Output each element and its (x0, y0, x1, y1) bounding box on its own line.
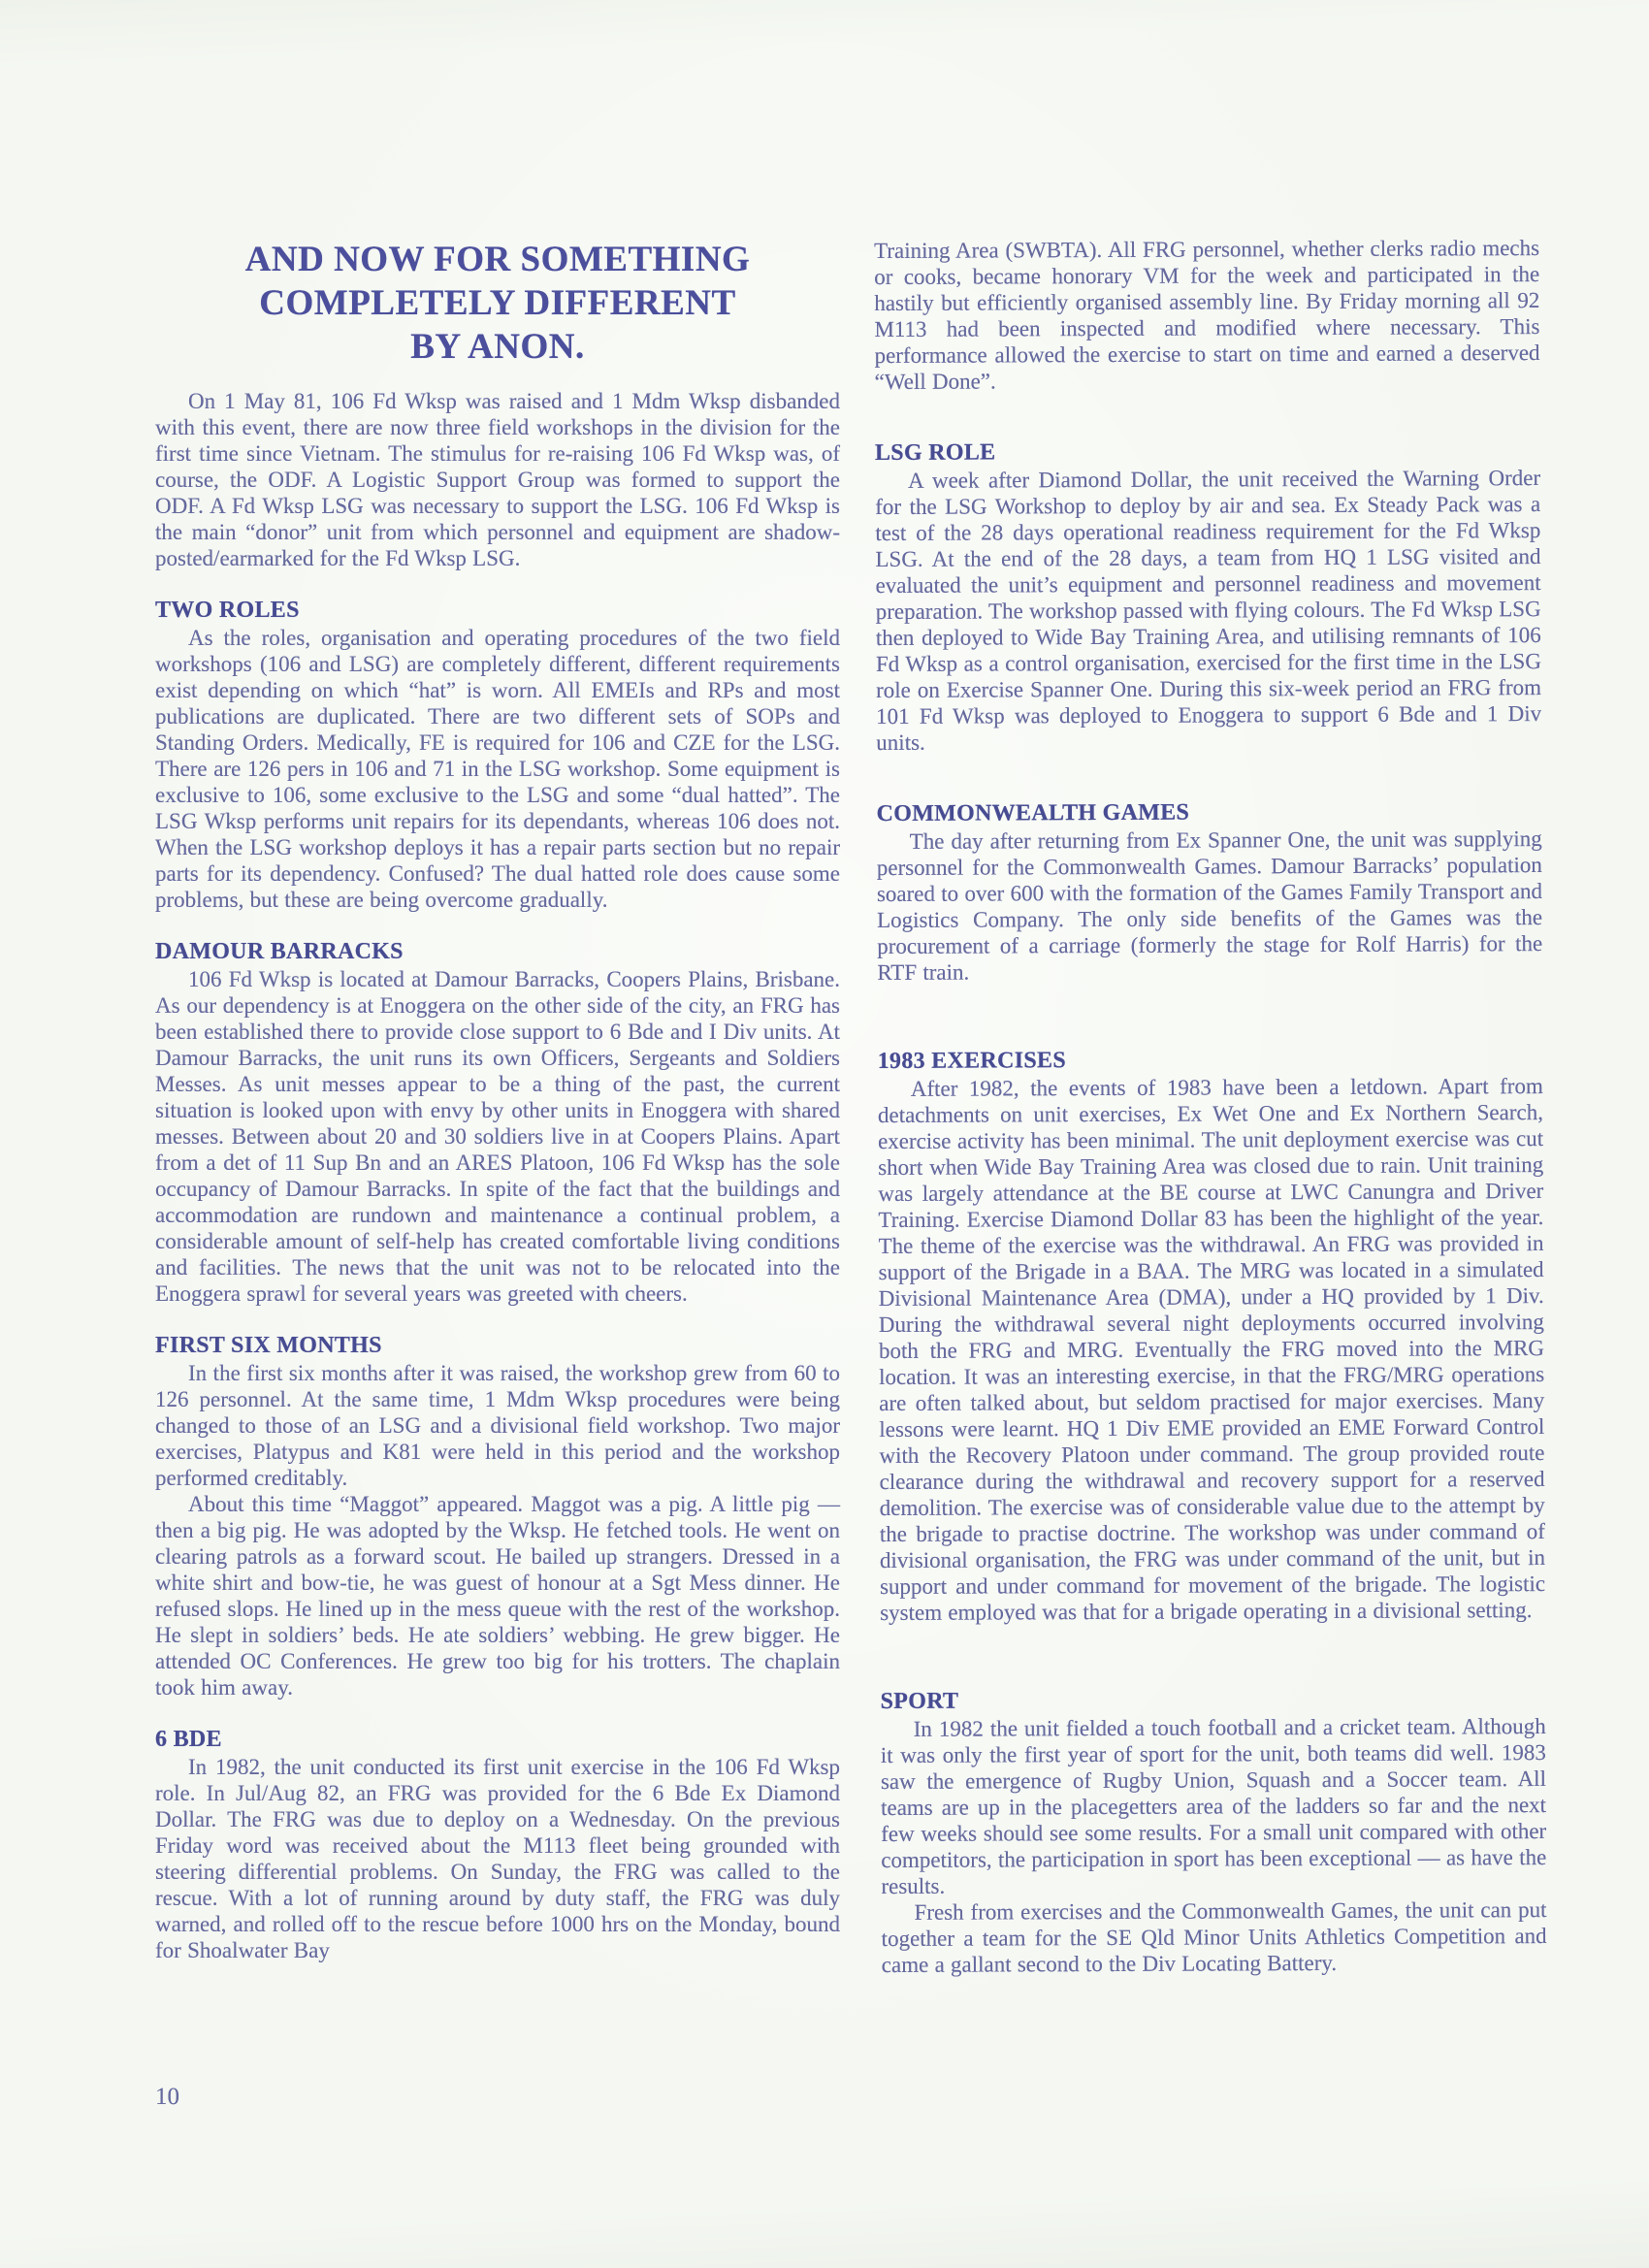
title-line: BY ANON. (410, 327, 585, 367)
section-heading: SPORT (880, 1688, 959, 1714)
article-section (155, 388, 840, 571)
page-number: 10 (155, 2084, 179, 2110)
left-column-sections (155, 388, 840, 1963)
paragraph: A week after Diamond Dollar, the unit received the Warning Order for the LSG Workshop to deploy by air and sea. Ex Steady Pack was a test of the 28 days operational readiness requirement for the Fd Wksp LSG. At the end of the 28 days, a team from HQ 1 LSG visited and evaluated the unit’s equipment and personnel readiness and movement preparation. The workshop passed with flying colours. The Fd Wksp LSG then deployed to Wide Bay Training Area, and utilising remnants of 106 Fd Wksp as a control organisation, exercised for the first time in the LSG role on Exercise Spanner One. During this six-week period an FRG from 101 Fd Wksp was deployed to Enoggera to support 6 Bde and 1 Div units. (875, 466, 1542, 755)
paragraph: After 1982, the events of 1983 have been a letdown. Apart from detachments on unit exercises, Ex Wet One and Ex Northern Search, exercise activity has been minimal. The unit deployment exercise was cut short when Wide Bay Training Area was closed due to rain. Unit training was largely attendance at the BE course at LWC Canungra and Driver Training. Exercise Diamond Dollar 83 has been the highlight of the year. The theme of the exercise was the withdrawal. An FRG was provided in support of the Brigade in a BAA. The MRG was located in a simulated Divisional Maintenance Area (DMA), under a HQ provided by 1 Div. During the withdrawal several night deployments occurred involving both the FRG and MRG. Eventually the FRG moved into the MRG location. It was an interesting exercise, in that the FRG/MRG operations are often talked about, but seldom practised for major exercises. Many lessons were learnt. HQ 1 Div EME provided an EME Forward Control with the Recovery Platoon under command. The group provided route clearance during the withdrawal and recovery support for a reserved demolition. The exercise was of considerable value due to the attempt by the brigade to practise doctrine. The workshop was under command of divisional organisation, the FRG was under command of the unit, but in support and under command for movement of the brigade. The logistic system employed was that for a brigade operating in a divisional setting. (877, 1073, 1546, 1625)
section-heading: LSG ROLE (874, 439, 996, 466)
article-section (875, 437, 1541, 756)
article-section (881, 1685, 1547, 1978)
article-section (878, 1045, 1546, 1626)
article-title (155, 238, 840, 369)
title-line: COMPLETELY DIFFERENT (259, 283, 736, 323)
paragraph: Fresh from exercises and the Commonwealth Games, the unit can put together a team for the SE Qld Minor Units Athletics Competition and came a gallant second to the Div Locating Battery. (881, 1896, 1547, 1977)
article-section (155, 597, 840, 913)
section-heading: 6 BDE (155, 1727, 222, 1752)
paragraph: In the first six months after it was raised, the workshop grew from 60 to 126 personnel. At the same time, 1 Mdm Wksp procedures were being changed to those of an LSG and a divisional field workshop. Two major exercises, Platypus and K81 were held in this period and the workshop performed creditably. (155, 1361, 840, 1490)
paragraph: The day after returning from Ex Spanner One, the unit was supplying personnel for the Commonwealth Games. Damour Barracks’ population soared to over 600 with the formation of the Games Family Transport and Logistics Company. The only side benefits of the Games was the procurement of a carriage (formerly the stage for Rolf Harris) for the RTF train. (876, 826, 1543, 985)
section-heading: TWO ROLES (155, 598, 300, 623)
paragraph: Training Area (SWBTA). All FRG personnel, whether clerks radio mechs or cooks, became honorary VM for the week and participated in the hastily but efficiently organised assembly line. By Friday morning all 92 M113 had been inspected and modified where necessary. This performance allowed the exercise to start on time and earned a deserved “Well Done”. (874, 236, 1540, 394)
article-section (877, 797, 1543, 986)
article-section (155, 1726, 840, 1963)
article-section (874, 235, 1540, 395)
paragraph: In 1982, the unit conducted its first unit exercise in the 106 Fd Wksp role. In Jul/Aug 82, an FRG was provided for the 6 Bde Ex Diamond Dollar. The FRG was due to deploy on a Wednesday. On the previous Friday word was received about the M113 fleet being grounded with steering differential problems. On Sunday, the FRG was called to the rescue. With a lot of running around by duty staff, the FRG was duly warned, and rolled off to the rescue before 1000 hrs on the Monday, bound for Shoalwater Bay (155, 1755, 840, 1962)
section-heading: 1983 EXERCISES (877, 1048, 1067, 1074)
article-section (155, 1332, 840, 1701)
section-heading: FIRST SIX MONTHS (155, 1333, 382, 1358)
article-section (155, 938, 840, 1307)
paragraph: On 1 May 81, 106 Fd Wksp was raised and 1 Mdm Wksp disbanded with this event, there are now three field workshops in the division for the first time since Vietnam. The stimulus for re-raising 106 Fd Wksp was, of course, the ODF. A Logistic Support Group was formed to support the ODF. A Fd Wksp LSG was necessary to support the LSG. 106 Fd Wksp is the main “donor” unit from which personnel and equipment are shadow-posted/earmarked for the Fd Wksp LSG. (155, 389, 840, 570)
section-heading: DAMOUR BARRACKS (155, 939, 404, 964)
left-column (155, 238, 840, 1963)
paragraph: In 1982 the unit fielded a touch football and a cricket team. Although it was only the first year of sport for the unit, both teams did well. 1983 saw the emergence of Rugby Union, Squash and a Soccer team. All teams are up in the placegetters area of the ladders so far and the next few weeks should see some results. For a small unit compared with other competitors, the participation in sport has been exceptional — as have the results. (880, 1713, 1547, 1898)
section-heading: COMMONWEALTH GAMES (876, 799, 1190, 826)
paragraph: 106 Fd Wksp is located at Damour Barracks, Coopers Plains, Brisbane. As our dependency is at Enoggera on the other side of the city, an FRG has been established there to provide close support to 6 Bde and I Div units. At Damour Barracks, the unit runs its own Officers, Sergeants and Soldiers Messes. As unit messes appear to be a thing of the past, the current situation is looked upon with envy by other units in Enoggera with shared messes. Between about 20 and 30 soldiers live in at Coopers Plains. Apart from a det of 11 Sup Bn and an ARES Platoon, 106 Fd Wksp has the sole occupancy of Damour Barracks. In spite of the fact that the buildings and accommodation are rundown and maintenance a continual problem, a considerable amount of self-help has created comfortable living conditions and facilities. The news that the unit was not to be relocated into the Enoggera sprawl for several years was greeted with cheers. (155, 967, 840, 1306)
right-column (874, 235, 1547, 1978)
paragraph: About this time “Maggot” appeared. Maggot was a pig. A little pig — then a big pig. He was adopted by the Wksp. He fetched tools. He went on clearing patrols as a forward scout. He bailed up strangers. Dressed in a white shirt and bow-tie, he was guest of honour at a Sgt Mess dinner. He refused slops. He lined up in the mess queue with the rest of the workshop. He slept in soldiers’ beds. He ate soldiers’ webbing. He grew bigger. He attended OC Conferences. He grew too big for his trotters. The chaplain took him away. (155, 1492, 840, 1700)
title-line: AND NOW FOR SOMETHING (244, 240, 751, 279)
paragraph: As the roles, organisation and operating procedures of the two field workshops (106 and LSG) are completely different, different requirements exist depending on which “hat” is worn. All EMEIs and RPs and most publications are duplicated. There are two different sets of SOPs and Standing Orders. Medically, FE is required for 106 and CZE for the LSG. There are 126 pers in 106 and 71 in the LSG workshop. Some equipment is exclusive to 106, some exclusive to the LSG and some “dual hatted”. The LSG Wksp performs unit repairs for its dependants, whereas 106 does not. When the LSG workshop deploys it has a repair parts section but no repair parts for its dependency. Confused? The dual hatted role does cause some problems, but these are being overcome gradually. (155, 626, 840, 912)
